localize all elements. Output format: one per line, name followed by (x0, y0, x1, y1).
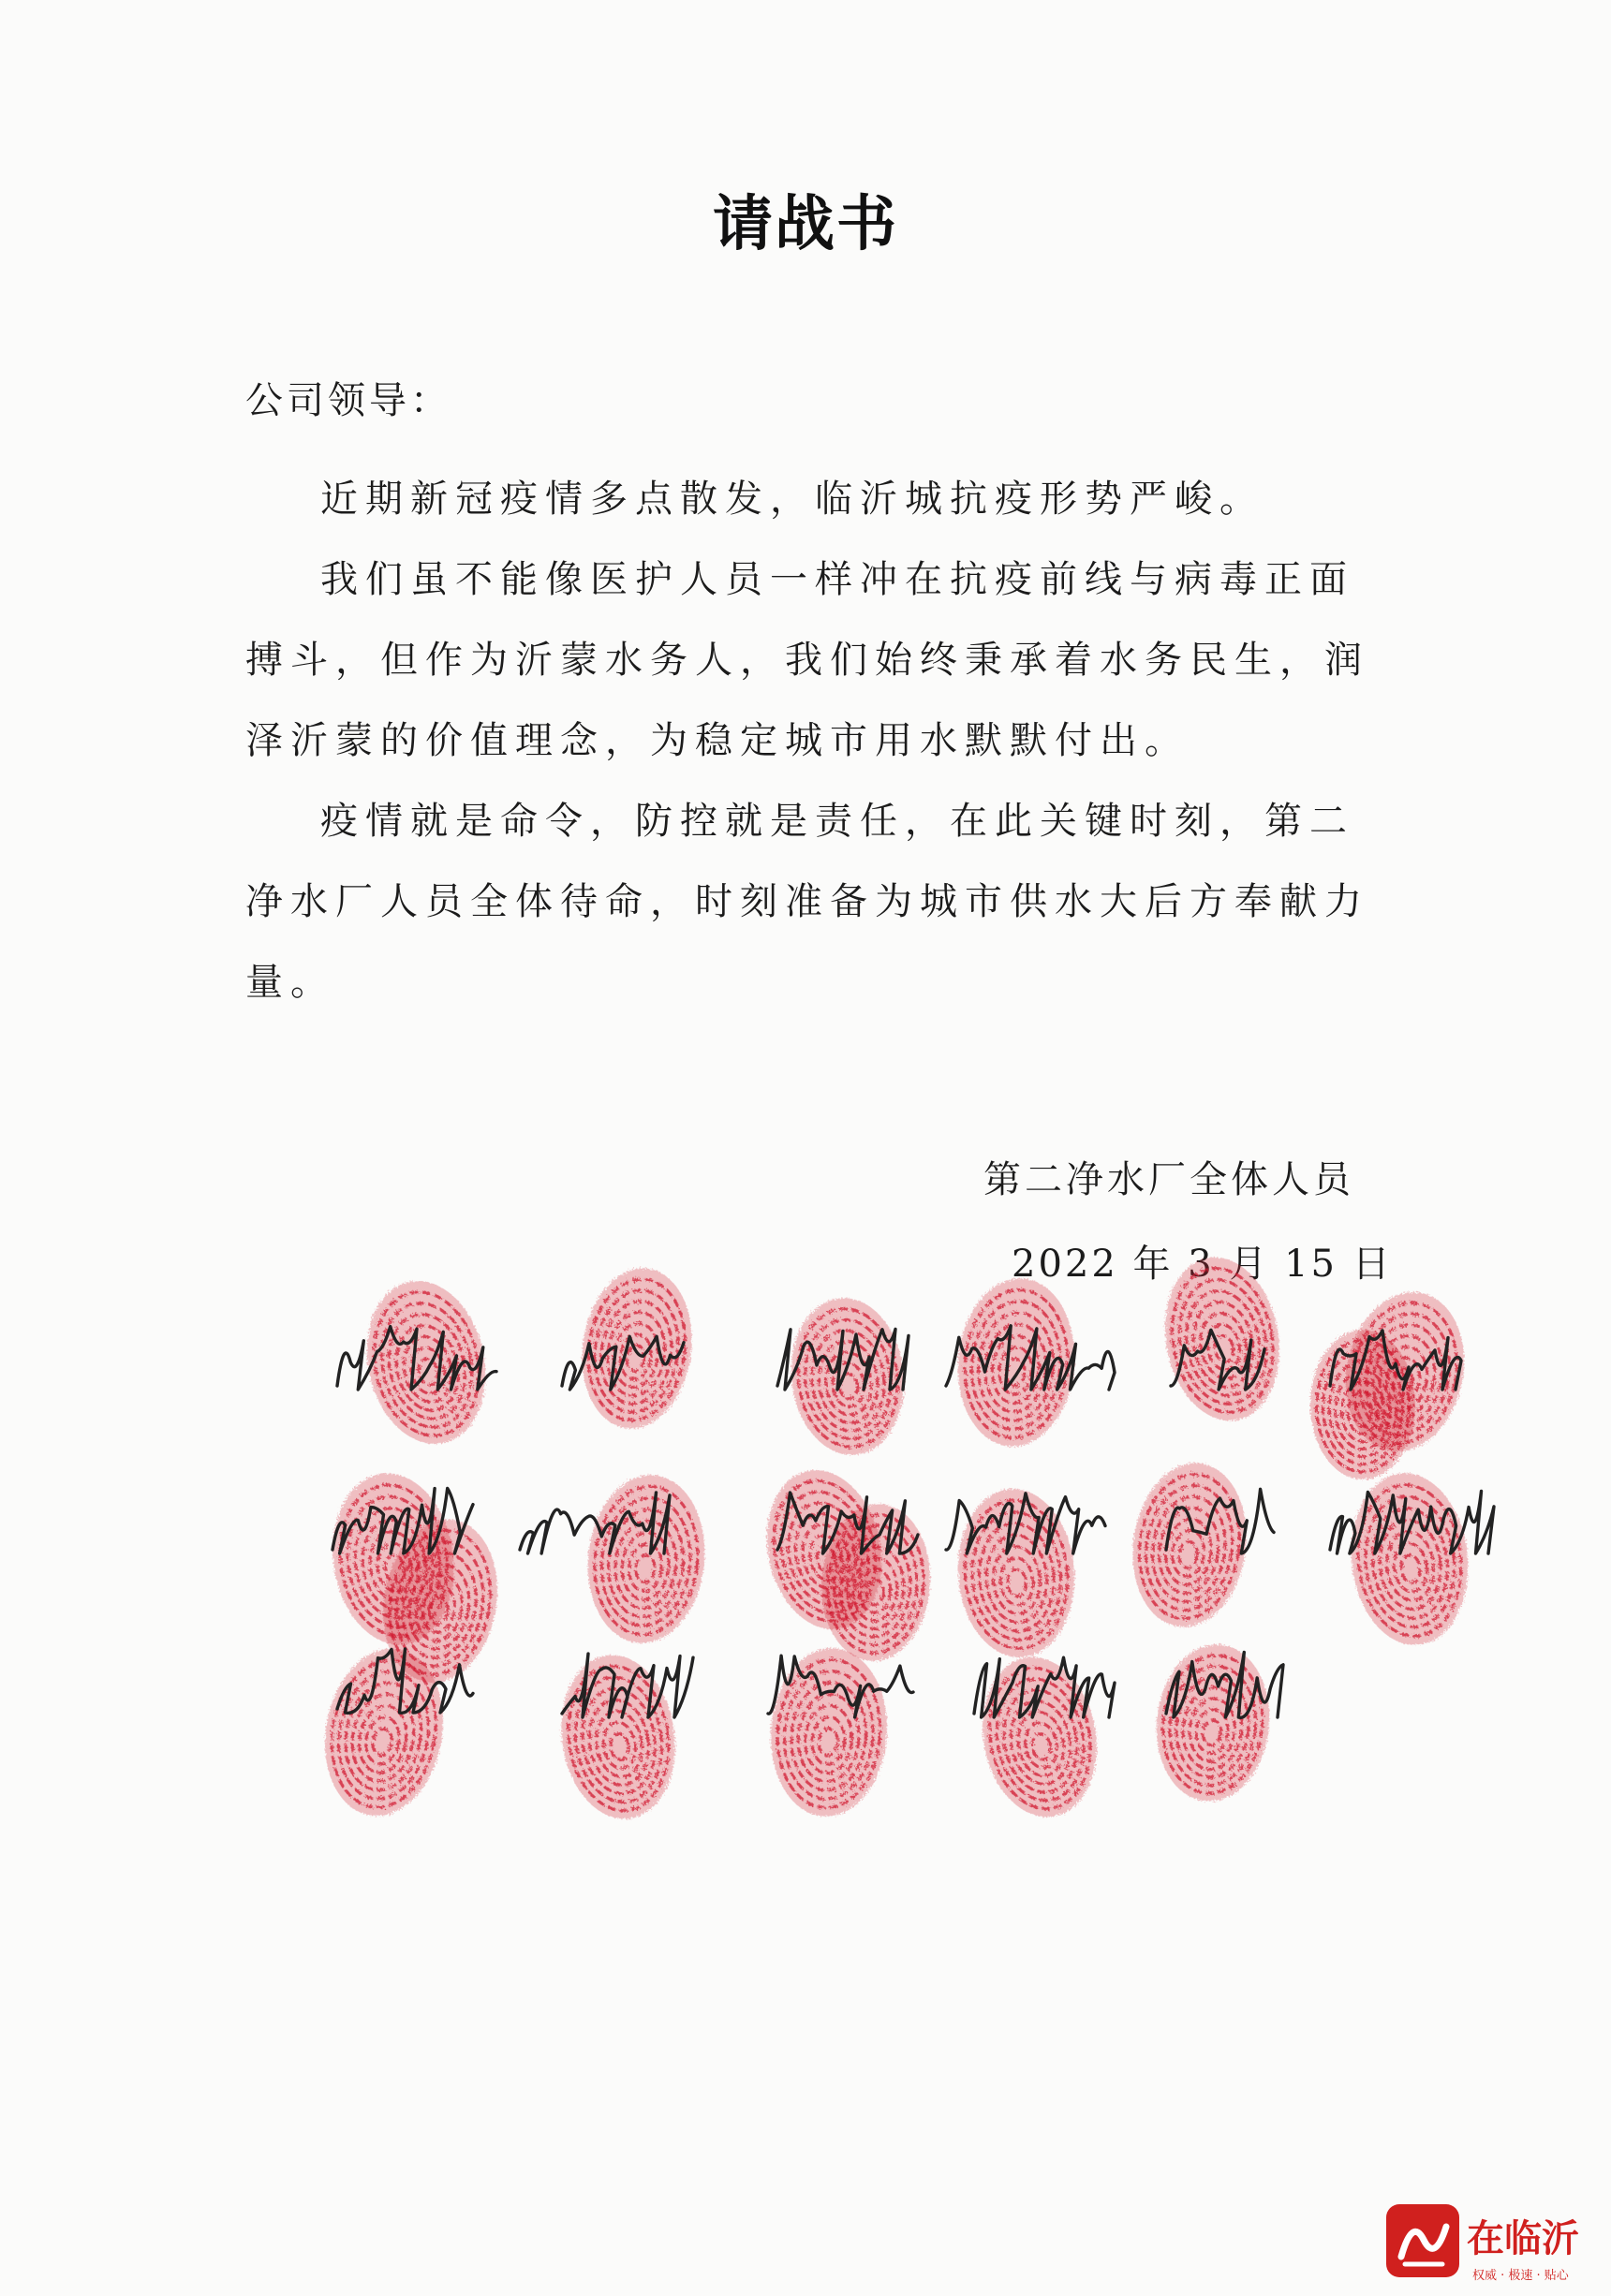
paragraph-1: 近期新冠疫情多点散发，临沂城抗疫形势严峻。 (320, 478, 1264, 521)
fingerprint-15 (1343, 1467, 1477, 1651)
fingerprint-20 (1149, 1639, 1278, 1807)
signature-organization: 第二净水厂全体人员 (983, 1158, 1354, 1201)
logo-brand: 在临沂 (1467, 2217, 1579, 2260)
paragraph-3: 疫情就是命令，防控就是责任，在此关键时刻，第二净水厂人员全体待命，时刻准备为城市供水大后方奉献力量。 (245, 800, 1369, 1004)
fingerprint-14 (1122, 1456, 1256, 1635)
salutation: 公司领导： (245, 379, 451, 422)
fingerprint-5 (1153, 1248, 1293, 1430)
logo-slogan: 权威 · 极速 · 贴心 (1472, 2269, 1569, 2283)
fingerprint-10 (580, 1469, 713, 1649)
signature-date: 2022 年 3 月 15 日 (1012, 1243, 1393, 1286)
paragraph-2: 我们虽不能像医护人员一样冲在抗疫前线与病毒正面搏斗，但作为沂蒙水务人，我们始终秉承着水务民生，润泽沂蒙的价值理念，为稳定城市用水默默付出。 (245, 558, 1369, 762)
page-title: 请战书 (713, 190, 898, 259)
fingerprint-7 (1310, 1330, 1415, 1479)
watermark-logo (1386, 2199, 1604, 2289)
fingerprint-19 (970, 1648, 1109, 1826)
